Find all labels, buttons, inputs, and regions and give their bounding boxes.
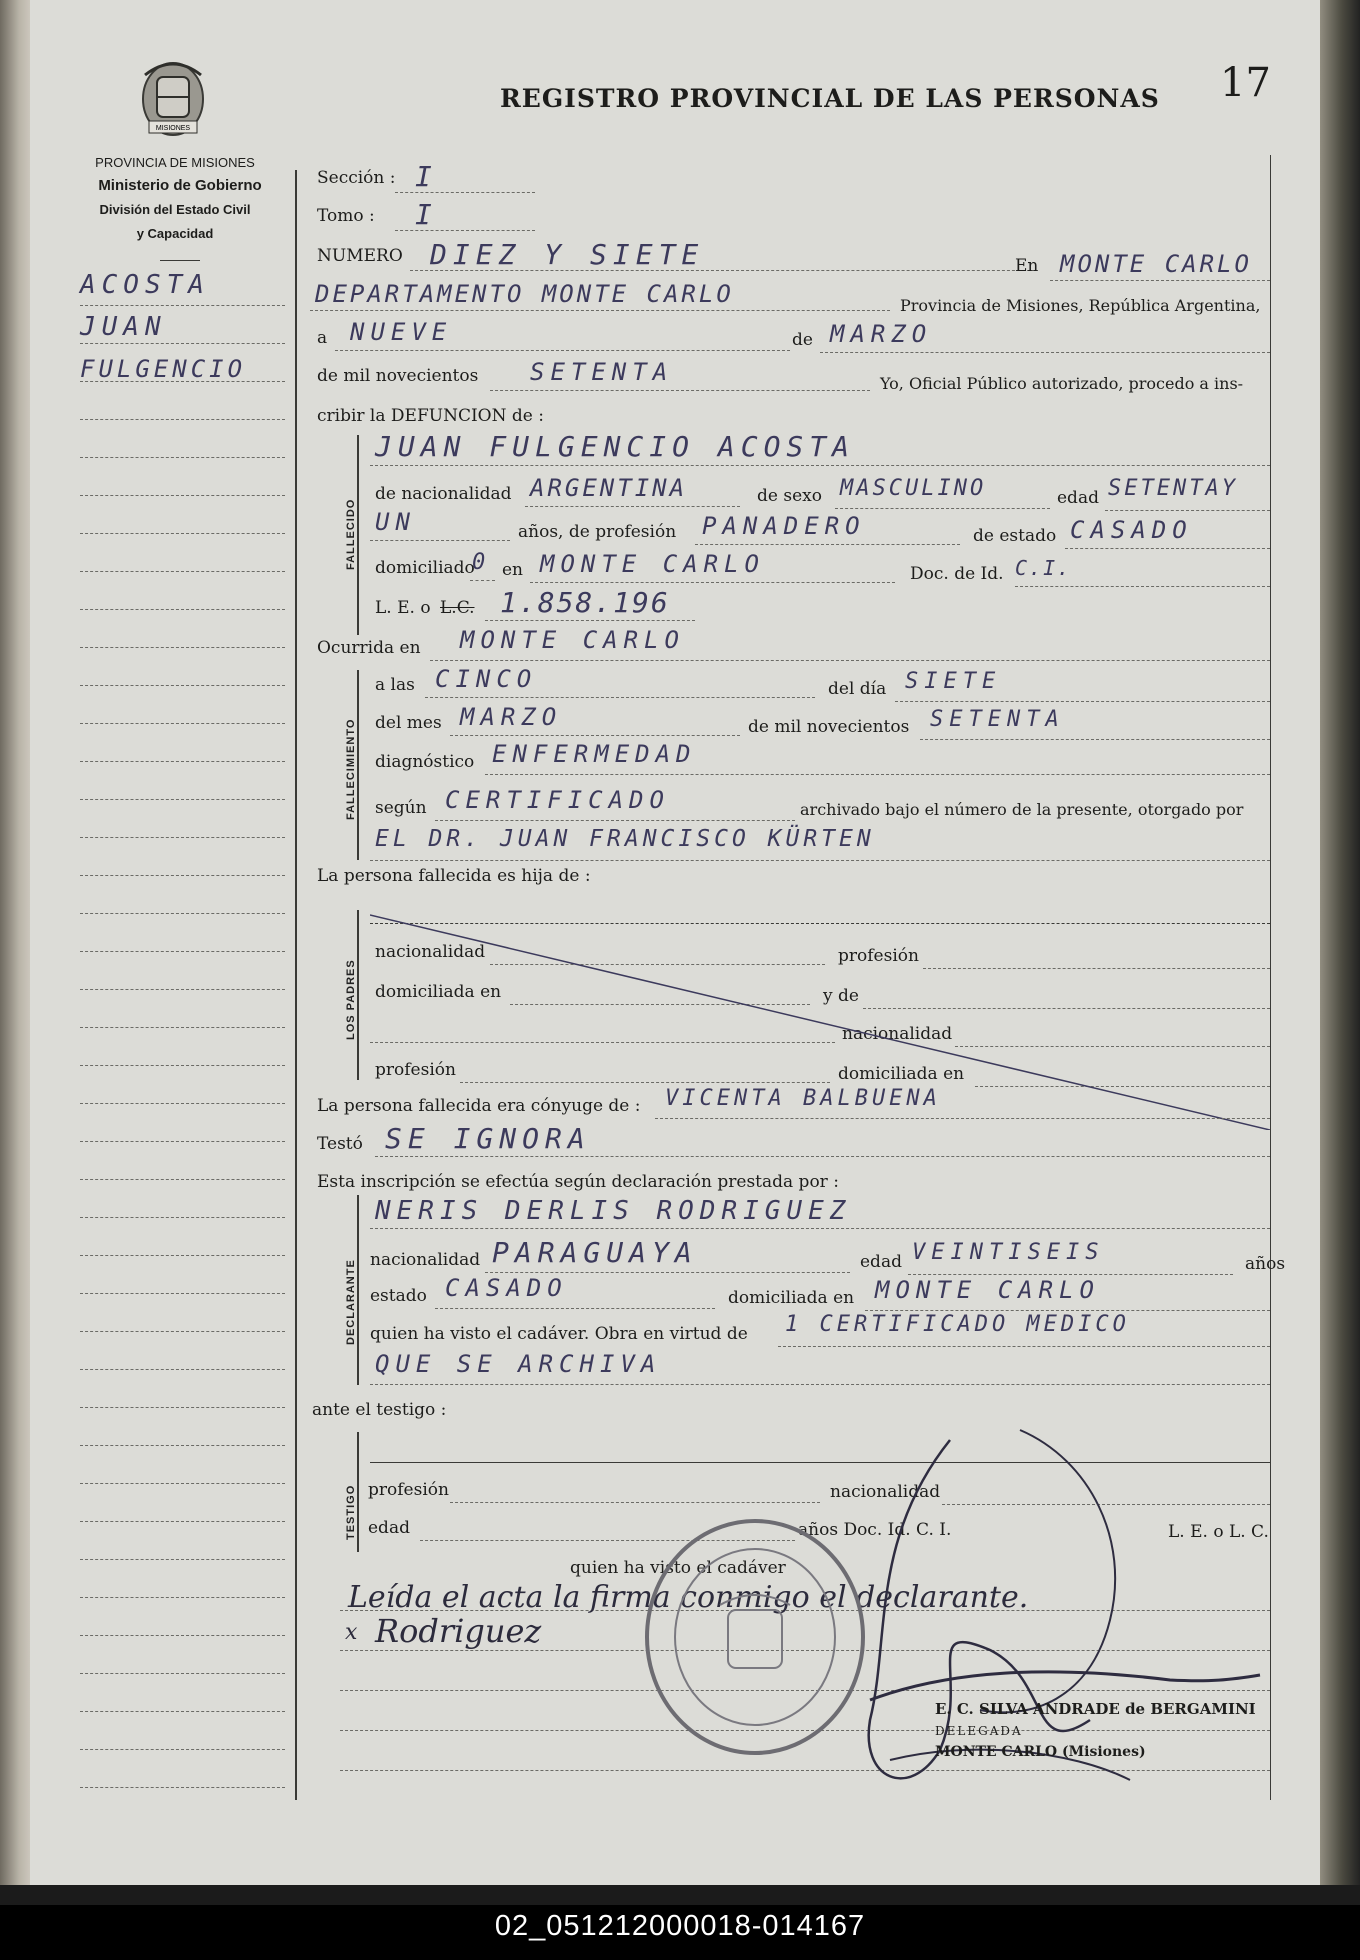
tomo-value: I [415, 198, 438, 231]
testigo-edad-label: edad [368, 1518, 410, 1538]
register-page [30, 0, 1320, 1885]
del-mes-label: del mes [375, 713, 442, 733]
estado-value: CASADO [1070, 516, 1193, 544]
numero-label: NUMERO [317, 246, 403, 266]
margin-ruled-line [80, 1103, 285, 1104]
estado-label: de estado [973, 526, 1057, 546]
declarante-edad-value: VEINTISEIS [912, 1240, 1105, 1265]
image-code: 02_051212000018-014167 [494, 1910, 866, 1942]
domicilio-value: MONTE CARLO [540, 550, 765, 578]
madre-nacionalidad-label: nacionalidad [842, 1024, 953, 1044]
official-role: DELEGADA [935, 1724, 1023, 1738]
lc-struck-label: L.C. [440, 598, 475, 618]
margin-ruled-line [80, 1521, 285, 1522]
segun-label: según [375, 798, 427, 818]
declarante-edad-label: edad [860, 1252, 902, 1272]
margin-ruled-line [80, 761, 285, 762]
ministry-name: Ministerio de Gobierno [98, 177, 262, 194]
obra-en-virtud-value: 1 CERTIFICADO MEDICO [785, 1312, 1130, 1337]
a-label: a [317, 328, 328, 348]
domicilio-en-label: en [502, 560, 524, 580]
defuncion-label: cribir la DEFUNCION de : [317, 406, 544, 426]
declarante-estado-value: CASADO [445, 1274, 568, 1302]
margin-ruled-line [80, 951, 285, 952]
inscripcion-label: Esta inscripción se efectúa según declaración prestada por : [317, 1172, 839, 1192]
declarante-name-value: NERIS DERLIS RODRIGUEZ [375, 1196, 852, 1226]
division-name: División del Estado Civil [99, 202, 251, 217]
declarant-signature: Rodriguez [375, 1612, 542, 1650]
en-value: MONTE CARLO [1060, 250, 1252, 278]
del-dia-label: del día [828, 679, 887, 699]
column-divider [295, 170, 297, 1800]
side-label-fallecido: FALLECIDO [345, 498, 357, 570]
side-label-declarante: DECLARANTE [345, 1259, 357, 1345]
margin-ruled-line [80, 1065, 285, 1066]
testigo-profesion-label: profesión [368, 1480, 449, 1500]
otorgado-por-value: EL DR. JUAN FRANCISCO KÜRTEN [375, 826, 875, 852]
testigo-quien-ha-visto-label: quien ha visto el cadáver [570, 1558, 786, 1578]
declarant-mark: x [345, 1620, 358, 1645]
margin-ruled-line [80, 457, 285, 458]
le-label: L. E. o [375, 598, 431, 618]
margin-surname: ACOSTA [80, 270, 210, 300]
obra-cont-value: QUE SE ARCHIVA [375, 1350, 662, 1378]
edad-label: edad [1057, 488, 1099, 508]
margin-ruled-line [80, 305, 285, 306]
book-binding-left [0, 0, 32, 1885]
fallecido-name-value: JUAN FULGENCIO ACOSTA [375, 430, 856, 463]
provincia-label: Provincia de Misiones, República Argentina, [900, 296, 1261, 315]
testigo-nacionalidad-label: nacionalidad [830, 1482, 941, 1502]
margin-ruled-line [80, 1597, 285, 1598]
official-signature [830, 1420, 1270, 1840]
margin-ruled-line [80, 1255, 285, 1256]
margin-ruled-line [80, 913, 285, 914]
right-border [1270, 155, 1271, 1800]
side-label-fallecimiento: FALLECIMIENTO [345, 718, 357, 820]
margin-ruled-line [80, 1293, 285, 1294]
ocurrida-value: MONTE CARLO [460, 626, 685, 654]
segun-value: CERTIFICADO [445, 786, 670, 814]
doc-id-value: C.I. [1015, 556, 1072, 580]
margin-ruled-line [80, 989, 285, 990]
margin-ruled-line [80, 837, 285, 838]
hija-de-label: La persona fallecida es hija de : [317, 866, 591, 886]
margin-ruled-line [80, 1635, 285, 1636]
madre-domicilio-label: domiciliada en [838, 1064, 965, 1084]
margin-ruled-line [80, 1331, 285, 1332]
de-mil-fallec-label: de mil novecientos [748, 717, 910, 737]
dia-value: NUEVE [350, 318, 453, 346]
y-de-label: y de [823, 986, 859, 1006]
margin-ruled-line [80, 419, 285, 420]
margin-ruled-line [80, 1369, 285, 1370]
side-label-los-padres: LOS PADRES [345, 959, 357, 1040]
testo-value: SE IGNORA [385, 1122, 591, 1155]
margin-ruled-line [80, 571, 285, 572]
le-number-value: 1.858.196 [500, 586, 670, 619]
mes-fallec-value: MARZO [460, 703, 563, 731]
conyuge-label: La persona fallecida era cónyuge de : [317, 1096, 641, 1116]
divider [160, 260, 200, 261]
declarante-domicilio-label: domiciliada en [728, 1288, 855, 1308]
seccion-value: I [415, 160, 438, 193]
division-capacity: y Capacidad [136, 226, 214, 241]
diagnostico-value: ENFERMEDAD [492, 740, 697, 768]
conyuge-value: VICENTA BALBUENA [665, 1086, 941, 1111]
domiciliado-label: domiciliado [375, 558, 475, 578]
margin-ruled-line [80, 723, 285, 724]
de-label: de [792, 330, 813, 350]
sexo-label: de sexo [757, 486, 822, 506]
margin-ruled-line [80, 1217, 285, 1218]
de-mil-label: de mil novecientos [317, 366, 479, 386]
margin-ruled-line [80, 609, 285, 610]
margin-ruled-line [80, 875, 285, 876]
departamento-value: DEPARTAMENTO MONTE CARLO [315, 280, 734, 308]
margin-ruled-line [80, 1673, 285, 1674]
declarante-nacionalidad-label: nacionalidad [370, 1250, 481, 1270]
ocurrida-label: Ocurrida en [317, 638, 421, 658]
anio-fallec-value: SETENTA [930, 707, 1065, 732]
margin-ruled-line [80, 799, 285, 800]
page-title: REGISTRO PROVINCIAL DE LAS PERSONAS [500, 84, 1160, 113]
margin-ruled-line [80, 1483, 285, 1484]
svg-text:MISIONES: MISIONES [155, 125, 191, 132]
doc-id-label: Doc. de Id. [910, 564, 1004, 584]
declarante-nacionalidad-value: PARAGUAYA [492, 1236, 698, 1269]
margin-middle-name: FULGENCIO [80, 355, 247, 383]
coat-of-arms-icon [135, 55, 211, 145]
seccion-label: Sección : [317, 168, 396, 188]
madre-profesion-label: profesión [375, 1060, 456, 1080]
margin-ruled-line [80, 343, 285, 344]
declarante-anos-label: años [1245, 1254, 1286, 1274]
margin-first-name: JUAN [80, 312, 167, 342]
edad-value-1: SETENTAY [1108, 476, 1238, 501]
margin-ruled-line [80, 647, 285, 648]
side-label-testigo: TESTIGO [345, 1484, 357, 1540]
margin-ruled-line [80, 1559, 285, 1560]
en-label: En [1015, 256, 1039, 276]
domiciliado-value: 0 [472, 550, 492, 575]
margin-ruled-line [80, 1787, 285, 1788]
margin-ruled-line [80, 1179, 285, 1180]
margin-ruled-line [80, 1711, 285, 1712]
padre-domicilio-label: domiciliada en [375, 982, 502, 1002]
margin-ruled-line [80, 685, 285, 686]
archivado-label: archivado bajo el número de la presente, otorgado por [800, 800, 1244, 819]
mes-value: MARZO [830, 320, 933, 348]
quien-ha-visto-label: quien ha visto el cadáver. Obra en virtud de [370, 1324, 748, 1344]
ante-testigo-label: ante el testigo : [312, 1400, 447, 1420]
margin-ruled-line [80, 1027, 285, 1028]
profesion-label: años, de profesión [518, 522, 677, 542]
a-las-label: a las [375, 675, 415, 695]
nacionalidad-label: de nacionalidad [375, 484, 512, 504]
closing-note-handwritten: Leída el acta la firma conmigo el declarante. [348, 1580, 1029, 1615]
declarante-estado-label: estado [370, 1286, 427, 1306]
margin-ruled-line [80, 1141, 285, 1142]
margin-ruled-line [80, 533, 285, 534]
margin-ruled-line [80, 1445, 285, 1446]
dia-fallec-value: SIETE [905, 669, 1002, 694]
page-number: 17 [1220, 60, 1271, 106]
sexo-value: MASCULINO [840, 476, 987, 501]
nacionalidad-value: ARGENTINA [530, 474, 688, 502]
tomo-label: Tomo : [317, 206, 375, 226]
oficial-label: Yo, Oficial Público autorizado, procedo a ins- [880, 374, 1244, 393]
numero-value: DIEZ Y SIETE [430, 238, 705, 271]
testigo-doc-label: años Doc. Id. C. I. [798, 1520, 952, 1540]
anio-value: SETENTA [530, 358, 674, 386]
declarante-domicilio-value: MONTE CARLO [875, 1276, 1100, 1304]
padre-nacionalidad-label: nacionalidad [375, 942, 486, 962]
margin-ruled-line [80, 1407, 285, 1408]
hora-value: CINCO [435, 665, 538, 693]
testigo-le-lc-label: L. E. o L. C. [1168, 1522, 1269, 1542]
province-name: PROVINCIA DE MISIONES [95, 155, 255, 170]
padre-profesion-label: profesión [838, 946, 919, 966]
testo-label: Testó [317, 1134, 363, 1154]
margin-ruled-line [80, 1749, 285, 1750]
official-name: E. C. SILVA ANDRADE de BERGAMINI [935, 1700, 1256, 1718]
profesion-value: PANADERO [702, 512, 866, 540]
diagnostico-label: diagnóstico [375, 752, 475, 772]
official-place: MONTE CARLO (Misiones) [935, 1744, 1146, 1760]
edad-value-2: UN [375, 508, 416, 536]
margin-ruled-line [80, 495, 285, 496]
